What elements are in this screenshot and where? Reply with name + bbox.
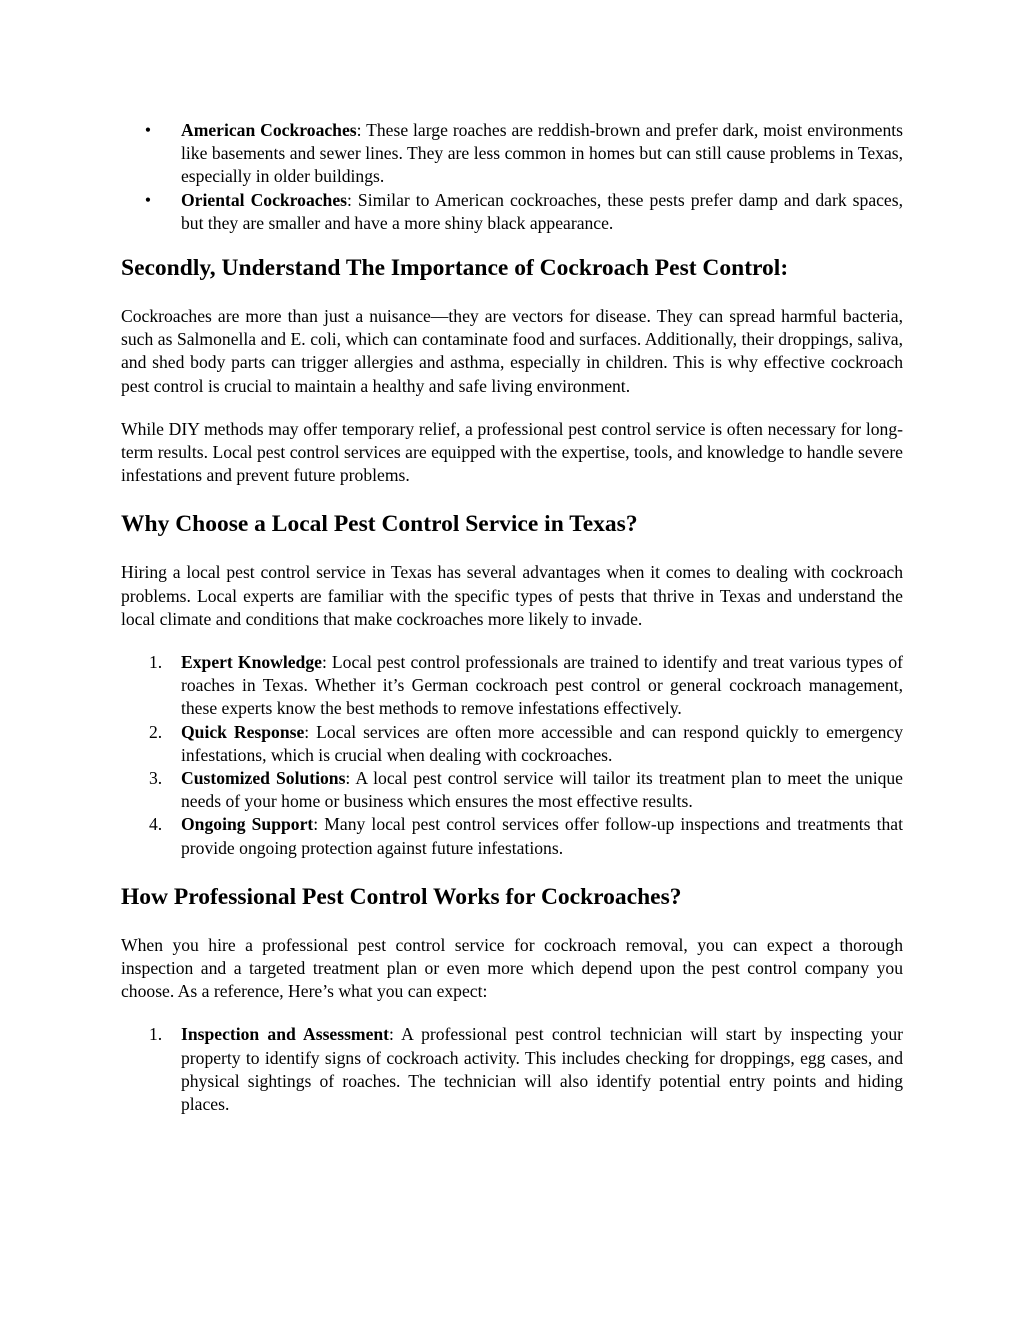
list-number: 1. [149, 652, 163, 673]
item-text: Many local pest control services offer follow-up inspections and treatments that provide ongoing protection against future infestations. [181, 814, 903, 858]
list-number: 3. [149, 768, 163, 789]
item-title: Inspection and Assessment [181, 1024, 390, 1045]
process-steps-list [121, 1023, 903, 1116]
item-separator: : [313, 814, 319, 835]
list-number: 2. [149, 721, 163, 742]
heading-how-it-works: How Professional Pest Control Works for Cockroaches? [121, 883, 682, 910]
local-advantages-list [121, 651, 903, 860]
item-separator: : [356, 120, 362, 140]
list-item-ongoing-support [121, 813, 903, 859]
item-text: These large roaches are reddish-brown and prefer dark, moist environments like basements and sewer lines. They are less common in homes but can still cause problems in Texas, especially in older buildings. [181, 120, 903, 187]
bullet-marker: • [144, 189, 152, 210]
item-title: Oriental Cockroaches [181, 189, 347, 210]
paragraph-importance-1: Cockroaches are more than just a nuisance—they are vectors for disease. They can spread harmful bacteria, such as Salmonella and E. coli, which can contaminate food and surfaces. Additionally, their droppings, saliva, and shed body parts can trigger allergies and asthma, especially in children. This is why effective cockroach pest control is crucial to maintain a healthy and safe living environment. [121, 306, 903, 396]
item-text: A professional pest control technician will start by inspecting your property to identify signs of cockroach activity. This includes checking for droppings, egg cases, and physical sightings of roaches. The technician will also identify potential entry points and hiding places. [181, 1024, 903, 1115]
item-separator: : [389, 1024, 394, 1045]
list-item-expert-knowledge [121, 651, 903, 721]
item-title: Ongoing Support [181, 814, 314, 835]
list-number: 1. [149, 1024, 163, 1045]
bullet-marker: • [144, 120, 152, 140]
list-item-american-cockroaches [121, 119, 903, 189]
item-text: Local services are often more accessible and can respond quickly to emergency infestations, which is crucial when dealing with cockroaches. [181, 721, 904, 765]
roach-types-list [121, 119, 903, 235]
paragraph-works-intro: When you hire a professional pest control service for cockroach removal, you can expect a thorough inspection and a targeted treatment plan or even more which depend upon the pest control company you choose. As a reference, Here’s what you can expect: [121, 934, 903, 1002]
heading-importance: Secondly, Understand The Importance of Cockroach Pest Control: [121, 255, 789, 282]
list-item-quick-response [121, 721, 903, 767]
paragraph-local-intro: Hiring a local pest control service in Texas has several advantages when it comes to dealing with cockroach problems. Local experts are familiar with the specific types of pests that thrive in Texas and understand the local climate and conditions that make cockroaches more likely to invade. [121, 562, 903, 629]
list-number: 4. [149, 814, 163, 835]
list-item-customized-solutions [121, 767, 903, 813]
item-title: American Cockroaches [181, 120, 357, 140]
item-separator: : [345, 768, 351, 789]
item-title: Quick Response [181, 721, 305, 742]
item-separator: : [347, 189, 352, 210]
heading-local-service: Why Choose a Local Pest Control Service in Texas? [121, 511, 638, 538]
document-page [121, 119, 903, 1136]
item-text: A local pest control service will tailor its treatment plan to meet the unique needs of your home or business which ensures the most effective results. [181, 768, 903, 812]
paragraph-importance-2: While DIY methods may offer temporary relief, a professional pest control service is often necessary for long-term results. Local pest control services are equipped with the expertise, tools, and knowledge to handle severe infestations and prevent future problems. [121, 418, 903, 486]
item-text: Similar to American cockroaches, these pests prefer damp and dark spaces, but they are smaller and have a more shiny black appearance. [181, 189, 903, 233]
item-title: Expert Knowledge [181, 652, 322, 673]
item-separator: : [321, 652, 327, 673]
item-separator: : [304, 721, 310, 742]
item-title: Customized Solutions [181, 768, 346, 789]
list-item-oriental-cockroaches [121, 189, 903, 235]
list-item-inspection-assessment [121, 1023, 903, 1116]
item-text: Local pest control professionals are trained to identify and treat various types of roaches in Texas. Whether it’s German cockroach pest control or general cockroach management, these experts know the best methods to remove infestations effectively. [181, 652, 903, 719]
